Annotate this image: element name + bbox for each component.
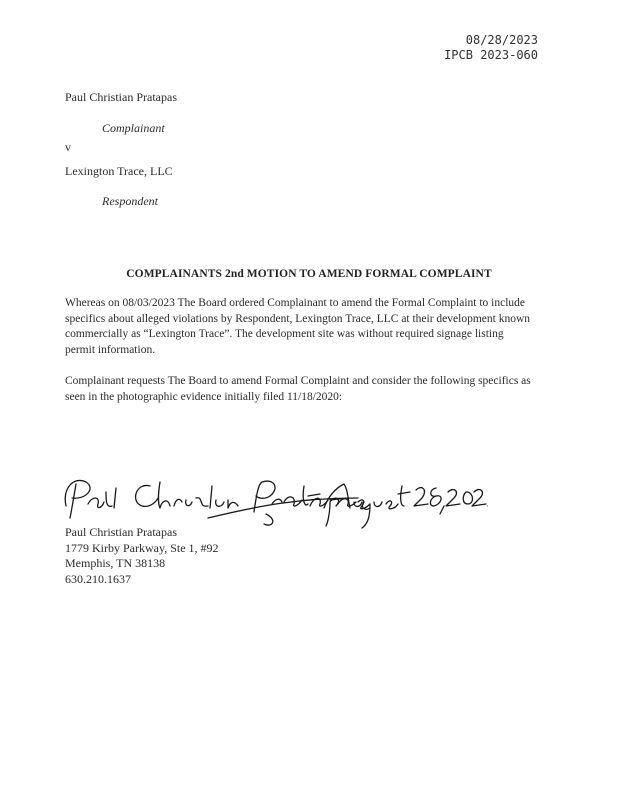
filing-stamp (444, 33, 538, 63)
respondent-role: Respondent (102, 194, 158, 208)
signature-block (65, 525, 219, 587)
address-line-1: 1779 Kirby Parkway, Ste 1, #92 (65, 540, 219, 555)
signer-name: Paul Christian Pratapas (65, 525, 177, 539)
phone-number: 630.210.1637 (65, 571, 131, 586)
body-paragraph-2 (65, 374, 535, 405)
versus-label: v (65, 140, 71, 154)
address-line-2: Memphis, TN 38138 (65, 556, 166, 570)
complainant-role: Complainant (102, 121, 165, 135)
filing-date: 08/28/2023 (465, 33, 538, 47)
paragraph-2-text: Complainant requests The Board to amend Formal Complaint and consider the following specifics as seen in the photographic evidence initially filed 11/18/2020: (65, 375, 531, 403)
respondent-name: Lexington Trace, LLC (65, 164, 173, 178)
complainant-name: Paul Christian Pratapas (65, 90, 177, 104)
paragraph-1-text: Whereas on 08/03/2023 The Board ordered Complainant to amend the Formal Complaint to include specifics about alleged violations by Respondent, Lexington Trace, LLC at their development known commercially as “Lexington Trace”. The development site was without required signage listing permit information. (65, 297, 531, 356)
document-title: COMPLAINANTS 2nd MOTION TO AMEND FORMAL COMPLAINT (126, 268, 492, 280)
case-number: IPCB 2023-060 (444, 48, 538, 62)
body-paragraph-1 (65, 296, 535, 358)
handwritten-signature (58, 468, 488, 530)
